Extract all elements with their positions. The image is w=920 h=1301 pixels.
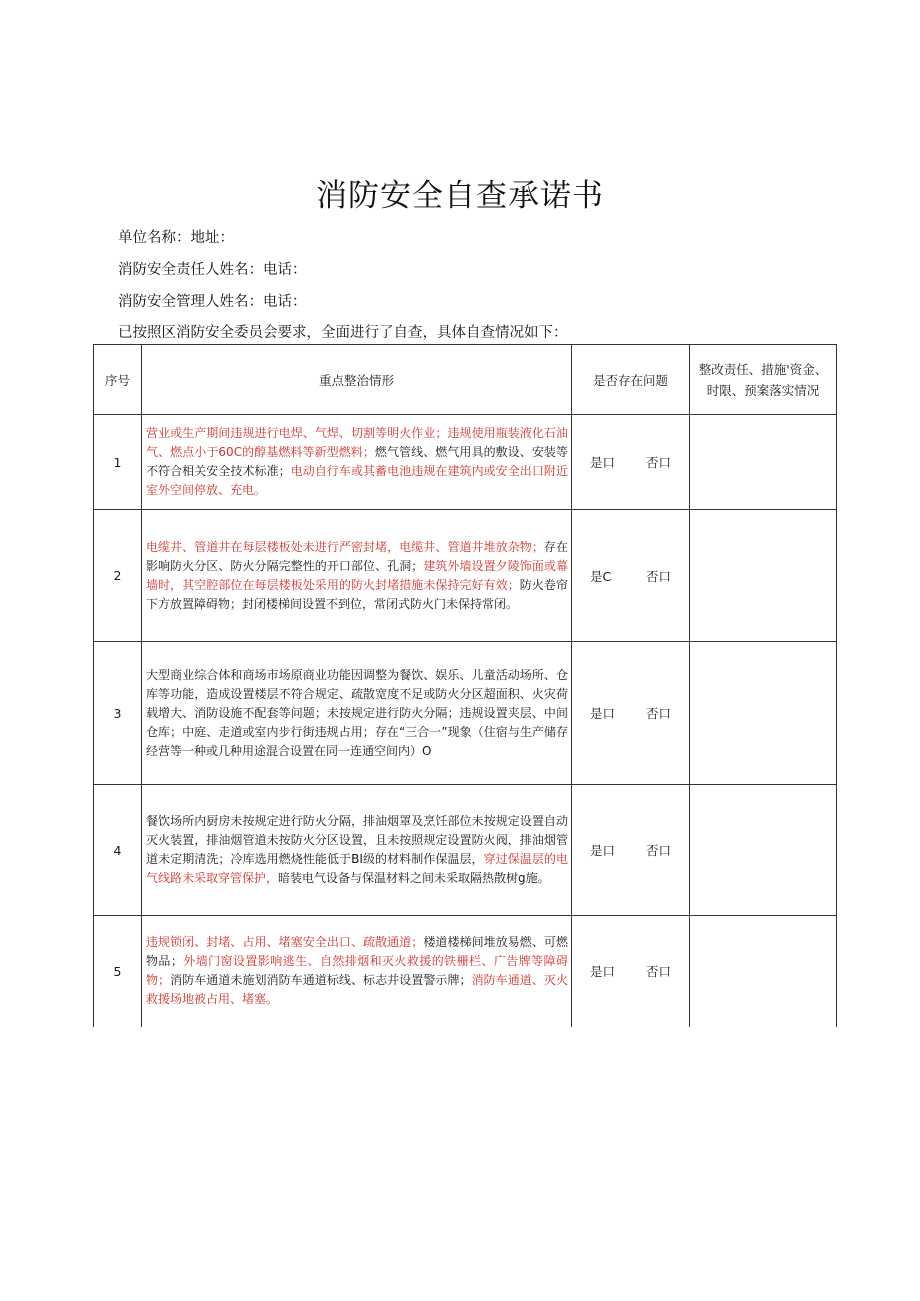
row-description bbox=[142, 510, 572, 642]
intro-statement: 已按照区消防安全委员会要求，全面进行了自查，具体自查情况如下： bbox=[118, 325, 568, 341]
highlighted-text: 电动自行车或其蓄电池违规在建筑内或安全出口附近室外空间停放、充电。 bbox=[146, 464, 568, 497]
no-checkbox[interactable]: 否口 bbox=[646, 843, 672, 858]
manager-person-line: 消防安全管理人姓名：电话： bbox=[118, 294, 307, 310]
header-item: 重点整治情形 bbox=[142, 345, 572, 415]
row-number: 4 bbox=[94, 785, 142, 916]
description-text: 存在影响防火分区、防火分隔完整性的开口部位、孔洞； bbox=[146, 539, 568, 573]
no-checkbox[interactable]: 否口 bbox=[646, 455, 672, 470]
yes-checkbox[interactable]: 是口 bbox=[590, 706, 616, 721]
no-checkbox[interactable]: 否口 bbox=[646, 568, 672, 584]
row-description bbox=[142, 415, 572, 510]
header-no: 序号 bbox=[94, 345, 142, 415]
row-rectify-cell[interactable] bbox=[690, 642, 837, 785]
yes-checkbox[interactable]: 是C bbox=[590, 568, 612, 584]
header-exists: 是否存在问题 bbox=[572, 345, 690, 415]
table-row bbox=[94, 415, 837, 510]
unit-name-address-line: 单位名称：地址： bbox=[118, 230, 234, 246]
row-number: 5 bbox=[94, 916, 142, 1027]
page-title: 消防安全自查承诺书 bbox=[316, 178, 604, 214]
table-header-row bbox=[94, 345, 837, 415]
row-description bbox=[142, 785, 572, 916]
table-row bbox=[94, 510, 837, 642]
description-text: 楼道楼梯间堆放易燃、可燃物品； bbox=[146, 935, 568, 969]
highlighted-text: 穿过保温层的电气线路未采取穿管保护， bbox=[146, 852, 568, 885]
row-exists-choice bbox=[572, 916, 690, 1027]
description-text: 防火卷帘下方放置障碍物；封闭楼梯间设置不到位，常闭式防火门未保持常闭。 bbox=[146, 577, 568, 611]
row-number: 3 bbox=[94, 642, 142, 785]
row-rectify-cell[interactable] bbox=[690, 916, 837, 1027]
row-rectify-cell[interactable] bbox=[690, 510, 837, 642]
row-exists-choice bbox=[572, 785, 690, 916]
row-rectify-cell[interactable] bbox=[690, 785, 837, 916]
description-text: 大型商业综合体和商场市场原商业功能因调整为餐饮、娱乐、儿童活动场所、仓库等功能，造成设置楼层不符合规定、疏散宽度不足或防火分区超面积、火灾荷载增大、消防设施不配套等问题；未按规定进行防火分隔；违规设置夹层、中间仓库；中庭、走道或室内步行街违规占用；存在“三合一”现象（住宿与生产储存经营等一种或几种用途混合设置在同一连通空间内）O bbox=[146, 667, 568, 758]
row-exists-choice bbox=[572, 642, 690, 785]
yes-checkbox[interactable]: 是口 bbox=[590, 455, 616, 470]
highlighted-text: 消防车通道、灭火救援场地被占用、堵塞。 bbox=[146, 973, 568, 1007]
highlighted-text: 电缆井、管道井在每层楼板处未进行严密封堵，电缆井、管道井堆放杂物； bbox=[146, 539, 544, 554]
no-checkbox[interactable]: 否口 bbox=[646, 964, 672, 980]
row-exists-choice bbox=[572, 510, 690, 642]
no-checkbox[interactable]: 否口 bbox=[646, 706, 672, 721]
table-row bbox=[94, 916, 837, 1027]
description-text: 消防车通道未施划消防车通道标线、标志并设置警示牌； bbox=[170, 973, 472, 988]
highlighted-text: 外墙门窗设置影响逃生、自然排烟和灭火救援的铁栅栏、广告牌等障碍物； bbox=[146, 954, 568, 988]
row-number: 2 bbox=[94, 510, 142, 642]
self-check-table bbox=[93, 344, 837, 1027]
highlighted-text: 违规锁闭、封堵、占用、堵塞安全出口、疏散通道； bbox=[146, 935, 424, 950]
description-text: 燃气管线、燃气用具的敷设、安装等不符合相关安全技术标准； bbox=[146, 445, 568, 478]
yes-checkbox[interactable]: 是口 bbox=[590, 964, 616, 980]
highlighted-text: 建筑外墙设置夕陵饰面或幕墙时，其空腔部位在每层楼板处采用的防火封堵措施未保持完好有效； bbox=[146, 558, 568, 592]
yes-checkbox[interactable]: 是口 bbox=[590, 843, 616, 858]
description-text: 餐饮场所内厨房未按规定进行防火分隔，排油烟罩及烹饪部位未按规定设置自动灭火装置，排油烟管道未按防火分区设置，且未按照规定设置防火阀，排油烟管道未定期清洗；冷库选用燃烧性能低于BI级的材料制作保温层， bbox=[146, 814, 568, 866]
header-rectify: 整改责任、措施'资金、时限、预案落实情况 bbox=[690, 345, 837, 415]
highlighted-text: 营业或生产期间违规进行电焊、气焊、切割等明火作业；违规使用瓶装液化石油气、燃点小于60C的醇基燃料等新型燃料； bbox=[146, 426, 568, 459]
row-number: 1 bbox=[94, 415, 142, 510]
row-description bbox=[142, 916, 572, 1027]
row-exists-choice bbox=[572, 415, 690, 510]
table-row bbox=[94, 785, 837, 916]
table-row bbox=[94, 642, 837, 785]
responsible-person-line: 消防安全责任人姓名：电话： bbox=[118, 262, 307, 278]
row-rectify-cell[interactable] bbox=[690, 415, 837, 510]
description-text: 暗装电气设备与保温材料之间未采取隔热散树g施。 bbox=[278, 871, 550, 885]
row-description bbox=[142, 642, 572, 785]
